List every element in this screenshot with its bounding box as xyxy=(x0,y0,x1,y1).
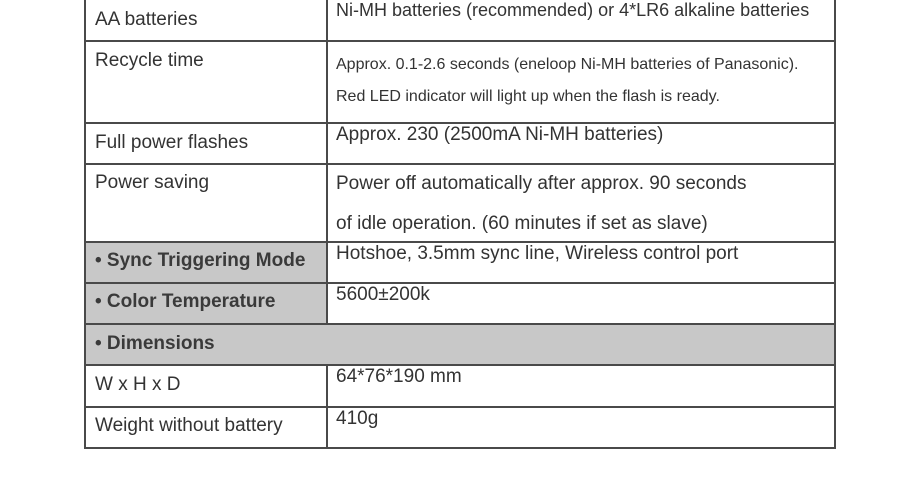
row-value: Hotshoe, 3.5mm sync line, Wireless control port xyxy=(336,243,739,264)
row-label-cell xyxy=(85,0,327,41)
section-header-cell xyxy=(85,324,835,365)
spec-table xyxy=(84,0,836,449)
row-label: Weight without battery xyxy=(95,415,283,436)
row-label-cell xyxy=(85,365,327,407)
table-row xyxy=(85,242,835,283)
row-value: 64*76*190 mm xyxy=(336,366,462,387)
row-label-cell xyxy=(85,242,327,283)
table-row xyxy=(85,365,835,407)
row-label: W x H x D xyxy=(95,374,181,395)
row-value-cell xyxy=(327,0,835,41)
row-label-cell xyxy=(85,123,327,164)
row-value-cell xyxy=(327,41,835,123)
row-label: Full power flashes xyxy=(95,132,249,153)
row-value: Approx. 230 (2500mA Ni-MH batteries) xyxy=(336,124,664,145)
row-value-line: of idle operation. (60 minutes if set as slave) xyxy=(336,213,708,234)
row-value-cell xyxy=(327,283,835,324)
row-value-line: Power off automatically after approx. 90 seconds xyxy=(336,173,747,194)
row-label: • Color Temperature xyxy=(95,291,276,312)
table-row xyxy=(85,123,835,164)
row-label-cell xyxy=(85,164,327,242)
row-value: 5600±200k xyxy=(336,284,430,305)
row-value-cell xyxy=(327,365,835,407)
row-label-cell xyxy=(85,41,327,123)
row-value-cell xyxy=(327,164,835,242)
section-row xyxy=(85,324,835,365)
row-label-cell xyxy=(85,283,327,324)
row-value: 410g xyxy=(336,408,379,429)
table-row xyxy=(85,407,835,448)
row-value-cell xyxy=(327,123,835,164)
table-row xyxy=(85,41,835,123)
row-value-cell xyxy=(327,242,835,283)
table-row xyxy=(85,283,835,324)
row-value: Ni-MH batteries (recommended) or 4*LR6 alkaline batteries xyxy=(336,0,810,20)
row-label: AA batteries xyxy=(95,9,198,30)
row-label: Power saving xyxy=(95,172,210,193)
row-label: Recycle time xyxy=(95,50,204,71)
row-label: • Sync Triggering Mode xyxy=(95,250,306,271)
section-header: • Dimensions xyxy=(95,333,215,354)
table-row xyxy=(85,0,835,41)
row-value-cell xyxy=(327,407,835,448)
row-label-cell xyxy=(85,407,327,448)
row-value-line: Approx. 0.1-2.6 seconds (eneloop Ni-MH batteries of Panasonic). xyxy=(336,56,799,73)
row-value-line: Red LED indicator will light up when the flash is ready. xyxy=(336,88,720,105)
table-row xyxy=(85,164,835,242)
